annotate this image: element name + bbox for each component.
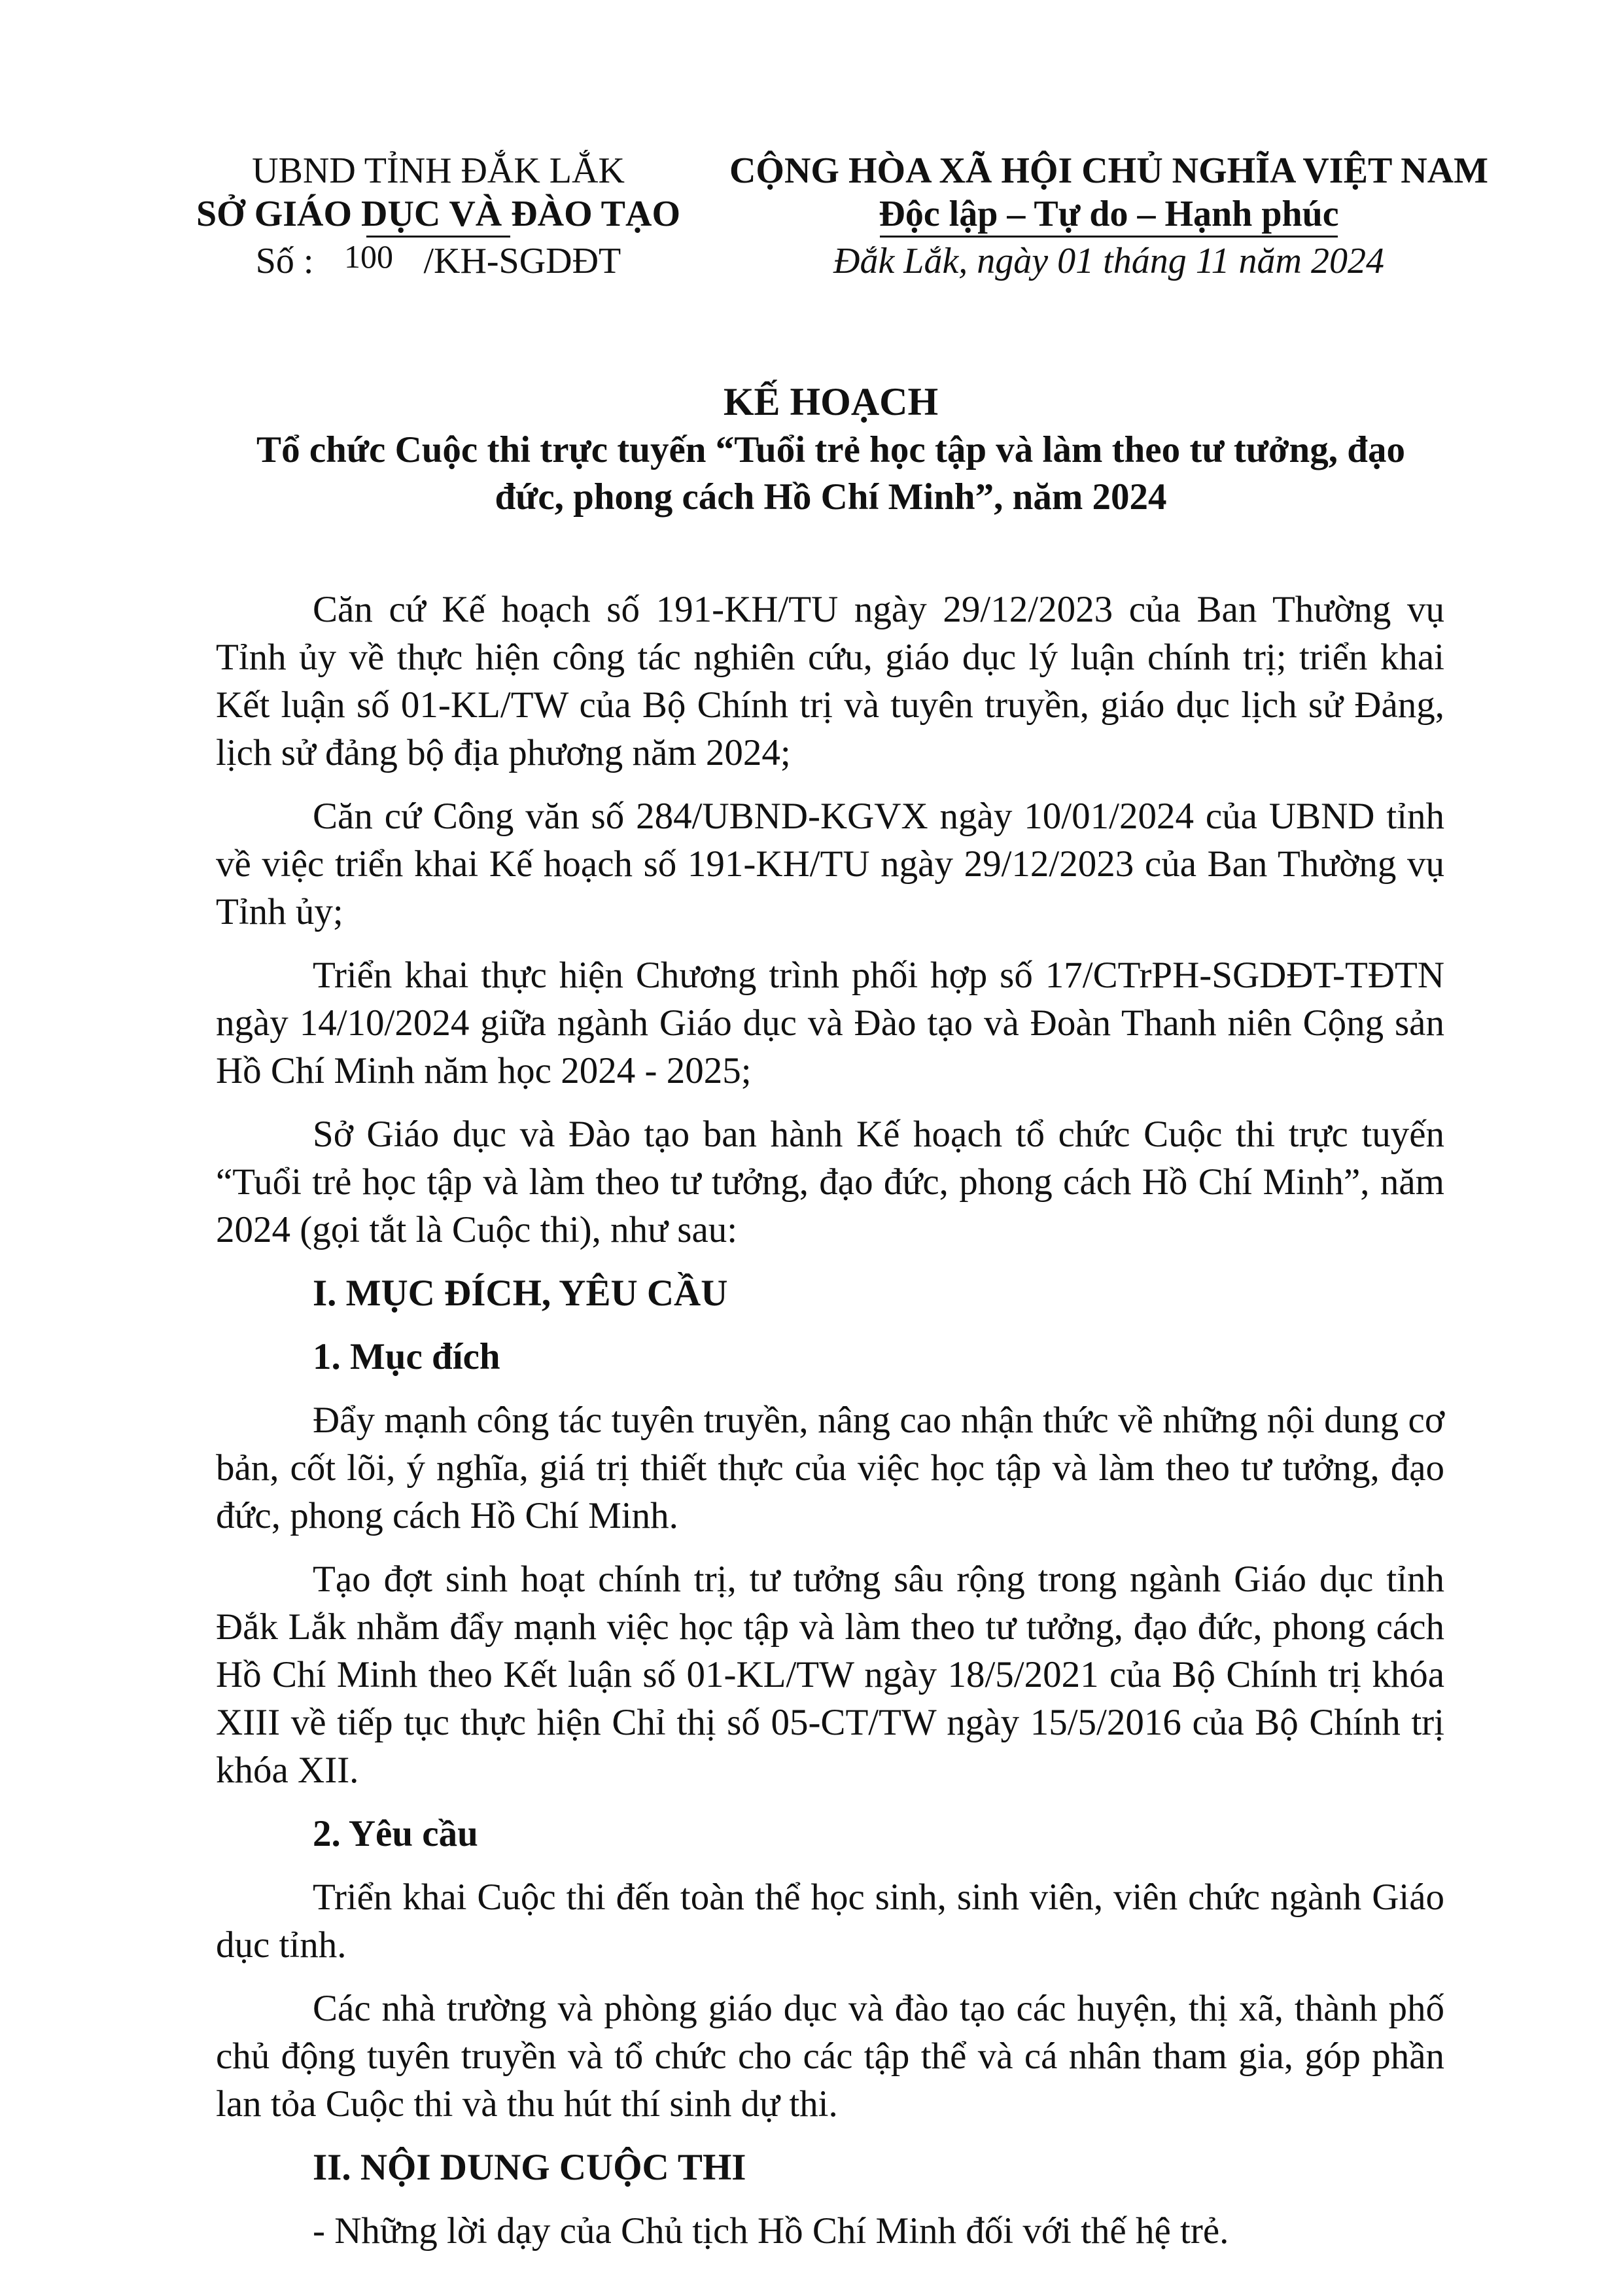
national-motto-block xyxy=(707,149,1511,283)
paragraph-intro: Sở Giáo dục và Đào tạo ban hành Kế hoạch tổ chức Cuộc thi trực tuyến “Tuổi trẻ học tập và làm theo tư tưởng, đạo đức, phong cách Hồ Chí Minh”, năm 2024 (gọi tắt là Cuộc thi), như sau: xyxy=(216,1114,1444,1250)
title-line-2: đức, phong cách Hồ Chí Minh”, năm 2024 xyxy=(495,476,1167,518)
document-title xyxy=(209,378,1452,521)
agency-name: SỞ GIÁO DỤC VÀ ĐÀO TẠO xyxy=(196,194,681,234)
document-number-value: 100 xyxy=(343,238,393,275)
agency-parent: UBND TỈNH ĐẮK LẮK xyxy=(252,150,625,191)
issuing-agency-block xyxy=(170,149,707,283)
section-heading-2: II. NỘI DUNG CUỘC THI xyxy=(313,2147,746,2188)
document-number-suffix: /KH-SGDĐT xyxy=(423,241,621,281)
subsection-heading-requirements: 2. Yêu cầu xyxy=(313,1813,478,1854)
agency-underline xyxy=(366,236,510,238)
document-number xyxy=(170,239,707,283)
title-line-1: Tổ chức Cuộc thi trực tuyến “Tuổi trẻ học tập và làm theo tư tưởng, đạo xyxy=(256,429,1405,470)
document-number-prefix: Số : xyxy=(255,241,314,281)
document-body xyxy=(216,586,1444,2255)
national-motto: Độc lập – Tự do – Hạnh phúc xyxy=(879,194,1339,234)
section-heading-1: I. MỤC ĐÍCH, YÊU CẦU xyxy=(313,1273,728,1314)
document-kind: KẾ HOẠCH xyxy=(723,380,939,423)
paragraph-basis-1: Căn cứ Kế hoạch số 191-KH/TU ngày 29/12/2023 của Ban Thường vụ Tỉnh ủy về thực hiện công tác nghiên cứu, giáo dục lý luận chính trị; triển khai Kết luận số 01-KL/TW của Bộ Chính trị và tuyên truyền, giáo dục lịch sử Đảng, lịch sử đảng bộ địa phương năm 2024; xyxy=(216,589,1444,773)
document-date: Đắk Lắk, ngày 01 tháng 11 năm 2024 xyxy=(833,241,1384,281)
paragraph-basis-2: Căn cứ Công văn số 284/UBND-KGVX ngày 10/01/2024 của UBND tỉnh về việc triển khai Kế hoạch số 191-KH/TU ngày 29/12/2023 của Ban Thường vụ Tỉnh ủy; xyxy=(216,796,1444,932)
national-title: CỘNG HÒA XÃ HỘI CHỦ NGHĨA VIỆT NAM xyxy=(729,150,1489,191)
motto-underline xyxy=(880,236,1338,238)
paragraph-basis-3: Triển khai thực hiện Chương trình phối hợp số 17/CTrPH-SGDĐT-TĐTN ngày 14/10/2024 giữa ngành Giáo dục và Đào tạo và Đoàn Thanh niên Cộng sản Hồ Chí Minh năm học 2024 - 2025; xyxy=(216,955,1444,1091)
paragraph-purpose-2: Tạo đợt sinh hoạt chính trị, tư tưởng sâu rộng trong ngành Giáo dục tỉnh Đắk Lắk nhằm đẩy mạnh việc học tập và làm theo tư tưởng, đạo đức, phong cách Hồ Chí Minh theo Kết luận số 01-KL/TW ngày 18/5/2021 của Bộ Chính trị khóa XIII về tiếp tục thực hiện Chỉ thị số 05-CT/TW ngày 15/5/2016 của Bộ Chính trị khóa XII. xyxy=(216,1559,1444,1791)
content-item-1: - Những lời dạy của Chủ tịch Hồ Chí Minh đối với thế hệ trẻ. xyxy=(313,2210,1229,2252)
paragraph-requirement-1: Triển khai Cuộc thi đến toàn thể học sinh, sinh viên, viên chức ngành Giáo dục tỉnh. xyxy=(216,1877,1444,1966)
subsection-heading-purpose: 1. Mục đích xyxy=(313,1336,500,1377)
paragraph-purpose-1: Đẩy mạnh công tác tuyên truyền, nâng cao nhận thức về những nội dung cơ bản, cốt lõi, ý nghĩa, giá trị thiết thực của việc học tập và làm theo tư tưởng, đạo đức, phong cách Hồ Chí Minh. xyxy=(216,1400,1444,1536)
paragraph-requirement-2: Các nhà trường và phòng giáo dục và đào tạo các huyện, thị xã, thành phố chủ động tuyên truyền và tổ chức cho các tập thể và cá nhân tham gia, góp phần lan tỏa Cuộc thi và thu hút thí sinh dự thi. xyxy=(216,1988,1444,2125)
